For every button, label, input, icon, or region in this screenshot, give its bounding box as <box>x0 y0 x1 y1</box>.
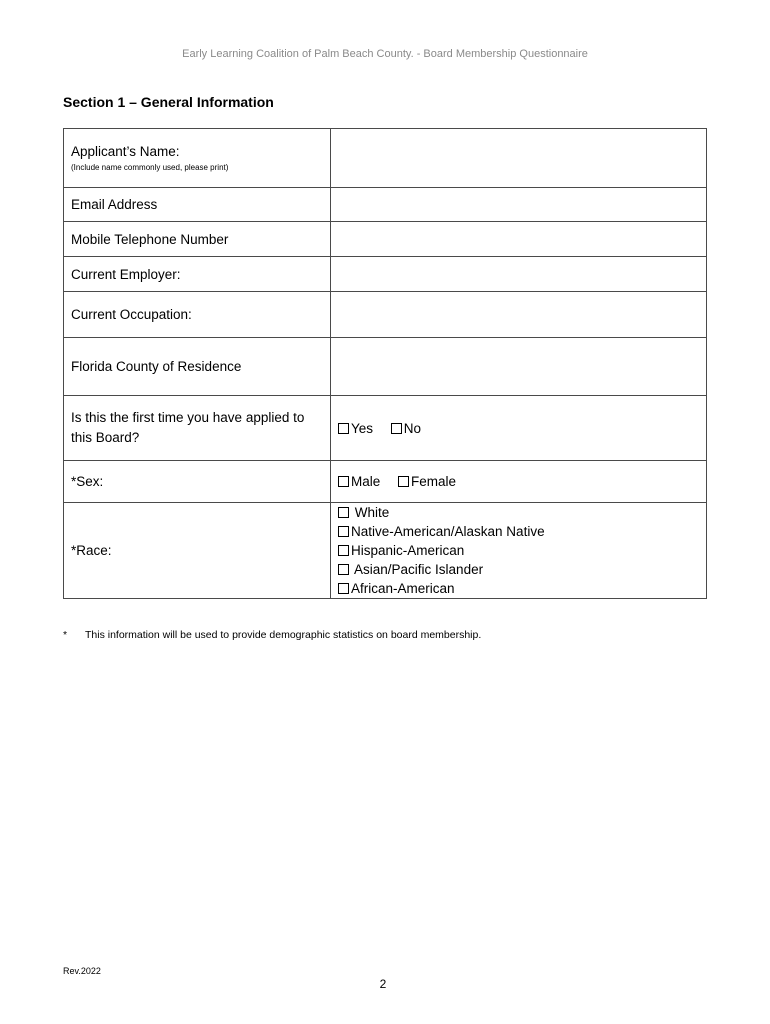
form-row-name <box>64 129 707 188</box>
sex-label: *Sex: <box>64 461 331 503</box>
employer-field[interactable] <box>331 257 707 292</box>
sex-female-option[interactable]: Female <box>398 474 456 489</box>
form-row-email <box>64 188 707 222</box>
form-row-race <box>64 503 707 599</box>
first-time-no-option[interactable]: No <box>391 421 421 436</box>
form-row-county <box>64 338 707 396</box>
section-title: Section 1 – General Information <box>63 94 274 110</box>
race-option-african-american[interactable]: African-American <box>338 579 699 598</box>
mobile-phone-field[interactable] <box>331 222 707 257</box>
race-option-white[interactable]: White <box>338 503 699 522</box>
checkbox-icon[interactable] <box>338 564 349 575</box>
race-label: *Race: <box>64 503 331 599</box>
checkbox-icon[interactable] <box>398 476 409 487</box>
name-field[interactable] <box>331 129 707 188</box>
name-sublabel: (Include name commonly used, please print) <box>71 163 229 172</box>
form-row-sex <box>64 461 707 503</box>
county-field[interactable] <box>331 338 707 396</box>
first-time-options <box>331 396 707 461</box>
occupation-label: Current Occupation: <box>64 292 331 338</box>
county-label: Florida County of Residence <box>64 338 331 396</box>
form-row-occupation <box>64 292 707 338</box>
revision-label: Rev.2022 <box>63 966 101 976</box>
general-information-form <box>63 128 707 599</box>
checkbox-icon[interactable] <box>338 526 349 537</box>
name-label: Applicant’s Name: <box>71 144 180 159</box>
demographic-note <box>63 629 481 641</box>
first-time-label: Is this the first time you have applied to this Board? <box>64 396 331 461</box>
race-option-native-american[interactable]: Native-American/Alaskan Native <box>338 522 699 541</box>
mobile-label: Mobile Telephone Number <box>64 222 331 257</box>
employer-label: Current Employer: <box>64 257 331 292</box>
race-option-asian-pacific-islander[interactable]: Asian/Pacific Islander <box>338 560 699 579</box>
name-label-cell <box>64 129 331 188</box>
checkbox-icon[interactable] <box>338 476 349 487</box>
checkbox-icon[interactable] <box>338 583 349 594</box>
checkbox-icon[interactable] <box>338 545 349 556</box>
checkbox-icon[interactable] <box>338 507 349 518</box>
race-option-hispanic-american[interactable]: Hispanic-American <box>338 541 699 560</box>
form-row-mobile <box>64 222 707 257</box>
sex-male-option[interactable]: Male <box>338 474 380 489</box>
document-header: Early Learning Coalition of Palm Beach County. - Board Membership Questionnaire <box>182 48 588 60</box>
race-options <box>331 503 707 599</box>
form-row-first-time <box>64 396 707 461</box>
note-text: This information will be used to provide demographic statistics on board membership. <box>85 629 482 641</box>
checkbox-icon[interactable] <box>391 423 402 434</box>
sex-options <box>331 461 707 503</box>
first-time-yes-option[interactable]: Yes <box>338 421 373 436</box>
email-label: Email Address <box>64 188 331 222</box>
checkbox-icon[interactable] <box>338 423 349 434</box>
page-number: 2 <box>379 977 387 991</box>
email-field[interactable] <box>331 188 707 222</box>
note-marker: * <box>63 629 68 641</box>
form-row-employer <box>64 257 707 292</box>
occupation-field[interactable] <box>331 292 707 338</box>
